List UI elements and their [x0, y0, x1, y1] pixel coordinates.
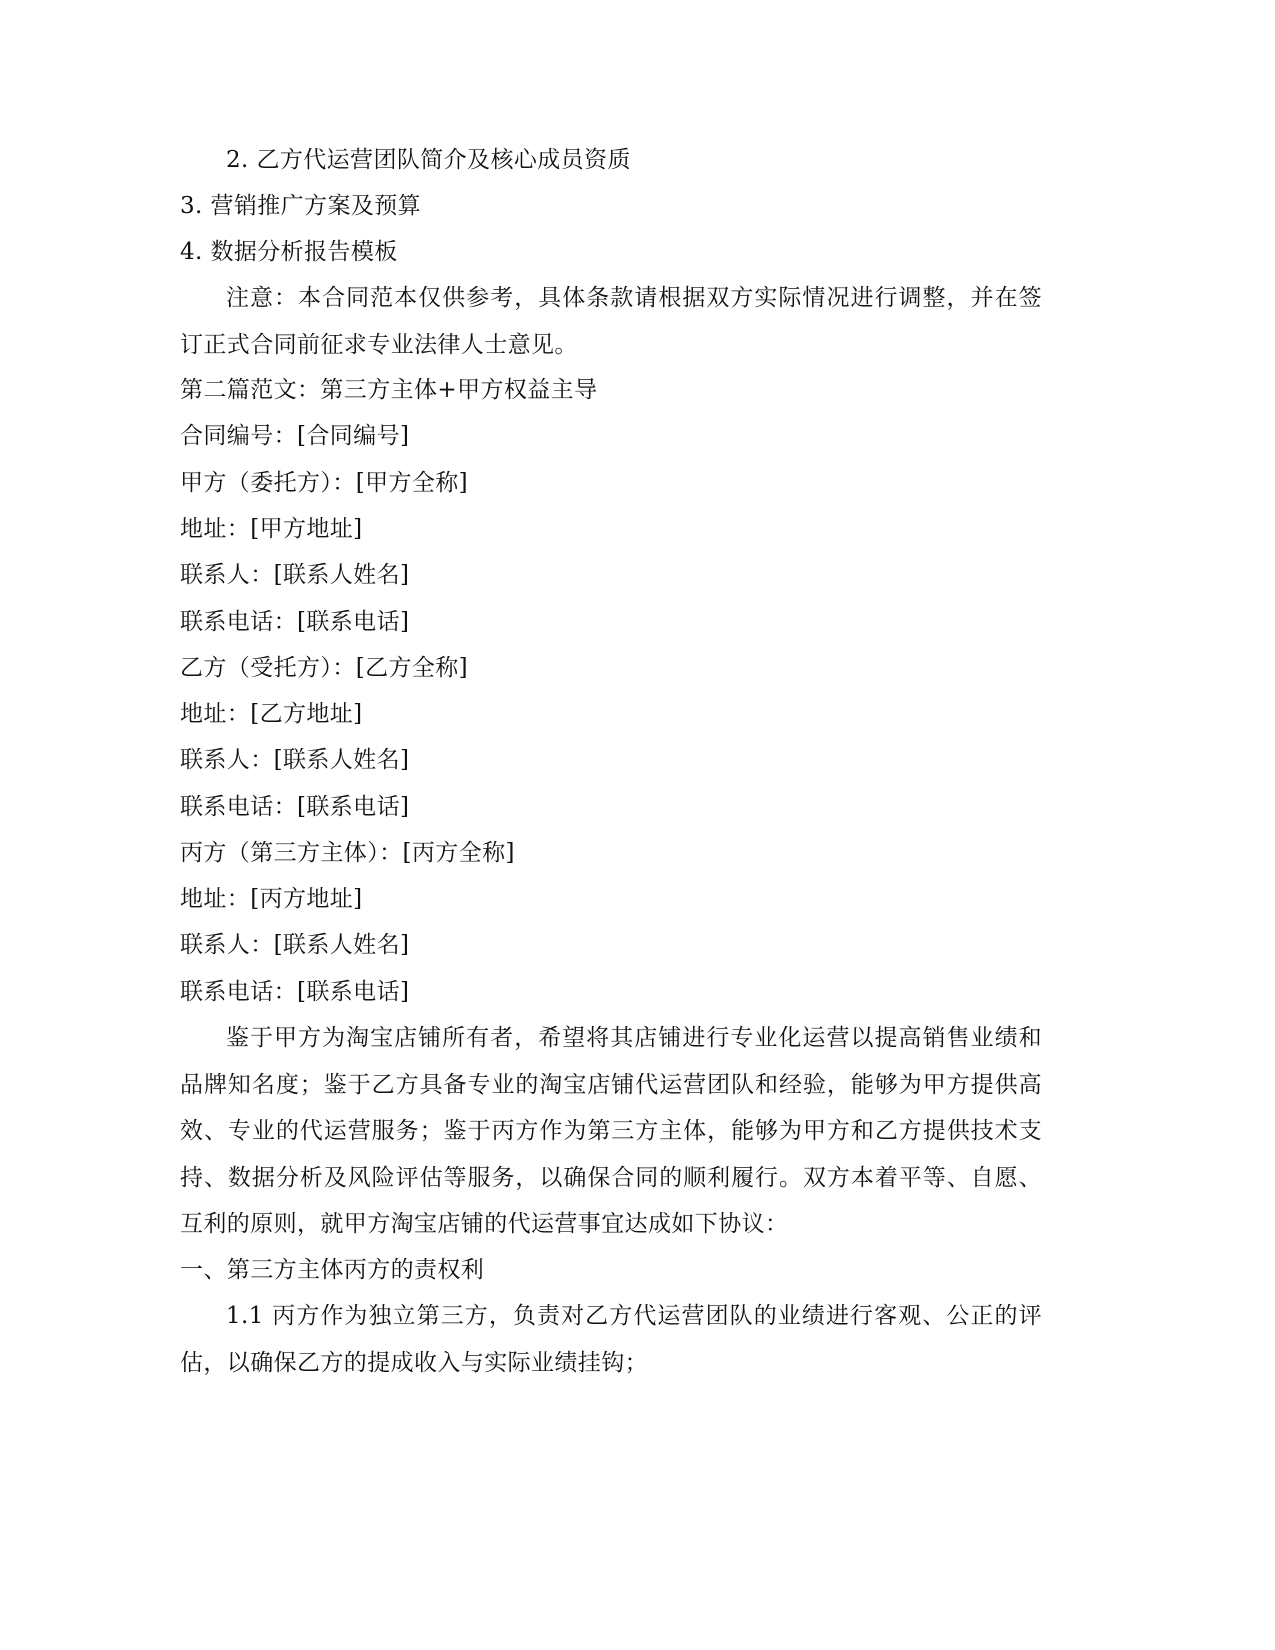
- party-a-address: 地址：[甲方地址]: [180, 516, 363, 542]
- contract-number: 合同编号：[合同编号]: [180, 423, 410, 449]
- party-a-name: 甲方（委托方）：[甲方全称]: [180, 470, 469, 496]
- party-b-address: 地址：[乙方地址]: [180, 701, 363, 727]
- party-c-contact: 联系人：[联系人姓名]: [180, 932, 410, 958]
- clause-heading-1: 一、第三方主体丙方的责权利: [180, 1257, 485, 1283]
- party-b-contact: 联系人：[联系人姓名]: [180, 747, 410, 773]
- appendix-item-3: 3. 营销推广方案及预算: [180, 193, 422, 219]
- appendix-item-4: 4. 数据分析报告模板: [180, 239, 398, 265]
- party-b-phone: 联系电话：[联系电话]: [180, 794, 410, 820]
- party-c-phone: 联系电话：[联系电话]: [180, 979, 410, 1005]
- party-c-address: 地址：[丙方地址]: [180, 886, 363, 912]
- party-a-phone: 联系电话：[联系电话]: [180, 609, 410, 635]
- party-c-name: 丙方（第三方主体）：[丙方全称]: [180, 840, 515, 866]
- party-b-name: 乙方（受托方）：[乙方全称]: [180, 655, 469, 681]
- clause-1-1: 1.1 丙方作为独立第三方，负责对乙方代运营团队的业绩进行客观、公正的评估，以确保乙方的提成收入与实际业绩挂钩；: [180, 1303, 1042, 1376]
- section-title: 第二篇范文：第三方主体+甲方权益主导: [180, 377, 598, 403]
- appendix-item-2: 2. 乙方代运营团队简介及核心成员资质: [226, 147, 631, 173]
- note-paragraph: 注意：本合同范本仅供参考，具体条款请根据双方实际情况进行调整，并在签订正式合同前征求专业法律人士意见。: [180, 285, 1042, 358]
- party-a-contact: 联系人：[联系人姓名]: [180, 562, 410, 588]
- preamble-paragraph: 鉴于甲方为淘宝店铺所有者，希望将其店铺进行专业化运营以提高销售业绩和品牌知名度；鉴于乙方具备专业的淘宝店铺代运营团队和经验，能够为甲方提供高效、专业的代运营服务；鉴于丙方作为第三方主体，能够为甲方和乙方提供技术支持、数据分析及风险评估等服务，以确保合同的顺利履行。双方本着平等、自愿、互利的原则，就甲方淘宝店铺的代运营事宜达成如下协议：: [180, 1025, 1042, 1237]
